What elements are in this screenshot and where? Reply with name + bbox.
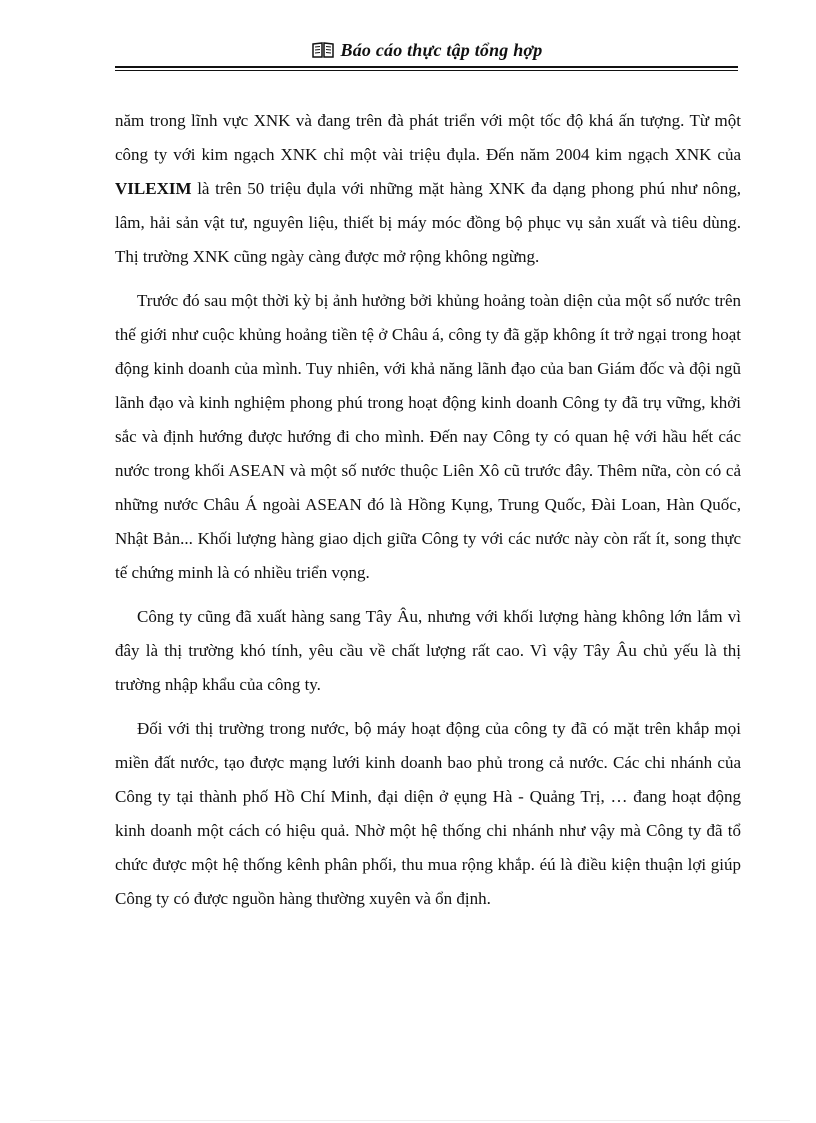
paragraph-1-post: là trên 50 triệu đụla với những mặt hàng XNK đa dạng phong phú như nông, lâm, hải sản vật tư, nguyên liệu, thiết bị máy móc đồng bộ phục vụ sản xuất và tiêu dùng. Thị trường XNK cũng ngày càng được mở rộng không ngừng. [115, 179, 741, 266]
header-rule-thick [115, 66, 738, 68]
page-header [115, 38, 738, 62]
header-rule-thin [115, 70, 738, 71]
paragraph-1 [115, 104, 741, 274]
page-bottom-edge [30, 1120, 790, 1121]
company-name-bold: VILEXIM [115, 179, 192, 198]
document-body [115, 104, 741, 916]
paragraph-3: Công ty cũng đã xuất hàng sang Tây Âu, nhưng với khối lượng hàng không lớn lắm vì đây là thị trường khó tính, yêu cầu về chất lượng rất cao. Vì vậy Tây Âu chủ yếu là thị trường nhập khẩu của công ty. [115, 607, 741, 694]
page-header-title: Báo cáo thực tập tổng hợp [340, 39, 543, 60]
paragraph-2: Trước đó sau một thời kỳ bị ảnh hưởng bởi khủng hoảng toàn diện của một số nước trên thế giới như cuộc khủng hoảng tiền tệ ở Châu á, công ty đã gặp không ít trở ngại trong hoạt động kinh doanh của mình. Tuy nhiên, với khả năng lãnh đạo của ban Giám đốc và đội ngũ lãnh đạo và kinh nghiệm phong phú trong hoạt động kinh doanh Công ty đã trụ vững, khởi sắc và định hướng được hướng đi cho mình. Đến nay Công ty có quan hệ với hầu hết các nước trong khối ASEAN và một số nước thuộc Liên Xô cũ trước đây. Thêm nữa, còn có cả những nước Châu Á ngoài ASEAN đó là Hồng Kụng, Trung Quốc, Đài Loan, Hàn Quốc, Nhật Bản... Khối lượng hàng giao dịch giữa Công ty với các nước này còn rất ít, song thực tế chứng minh là có nhiều triển vọng. [115, 291, 741, 582]
paragraph-4: Đối với thị trường trong nước, bộ máy hoạt động của công ty đã có mặt trên khắp mọi miền đất nước, tạo được mạng lưới kinh doanh bao phủ trong cả nước. Các chi nhánh của Công ty tại thành phố Hồ Chí Minh, đại diện ở ẹụng Hà - Quảng Trị, … đang hoạt động kinh doanh một cách có hiệu quả. Nhờ một hệ thống chi nhánh như vậy mà Công ty đã tổ chức được một hệ thống kênh phân phối, thu mua rộng khắp. éú là điều kiện thuận lợi giúp Công ty có được nguồn hàng thường xuyên và ổn định. [115, 719, 741, 908]
paragraph-1-pre: năm trong lĩnh vực XNK và đang trên đà phát triển với một tốc độ khá ấn tượng. Từ một công ty với kim ngạch XNK chỉ một vài triệu đụla. Đến năm 2004 kim ngạch XNK của [115, 111, 741, 164]
open-book-icon [311, 41, 335, 59]
